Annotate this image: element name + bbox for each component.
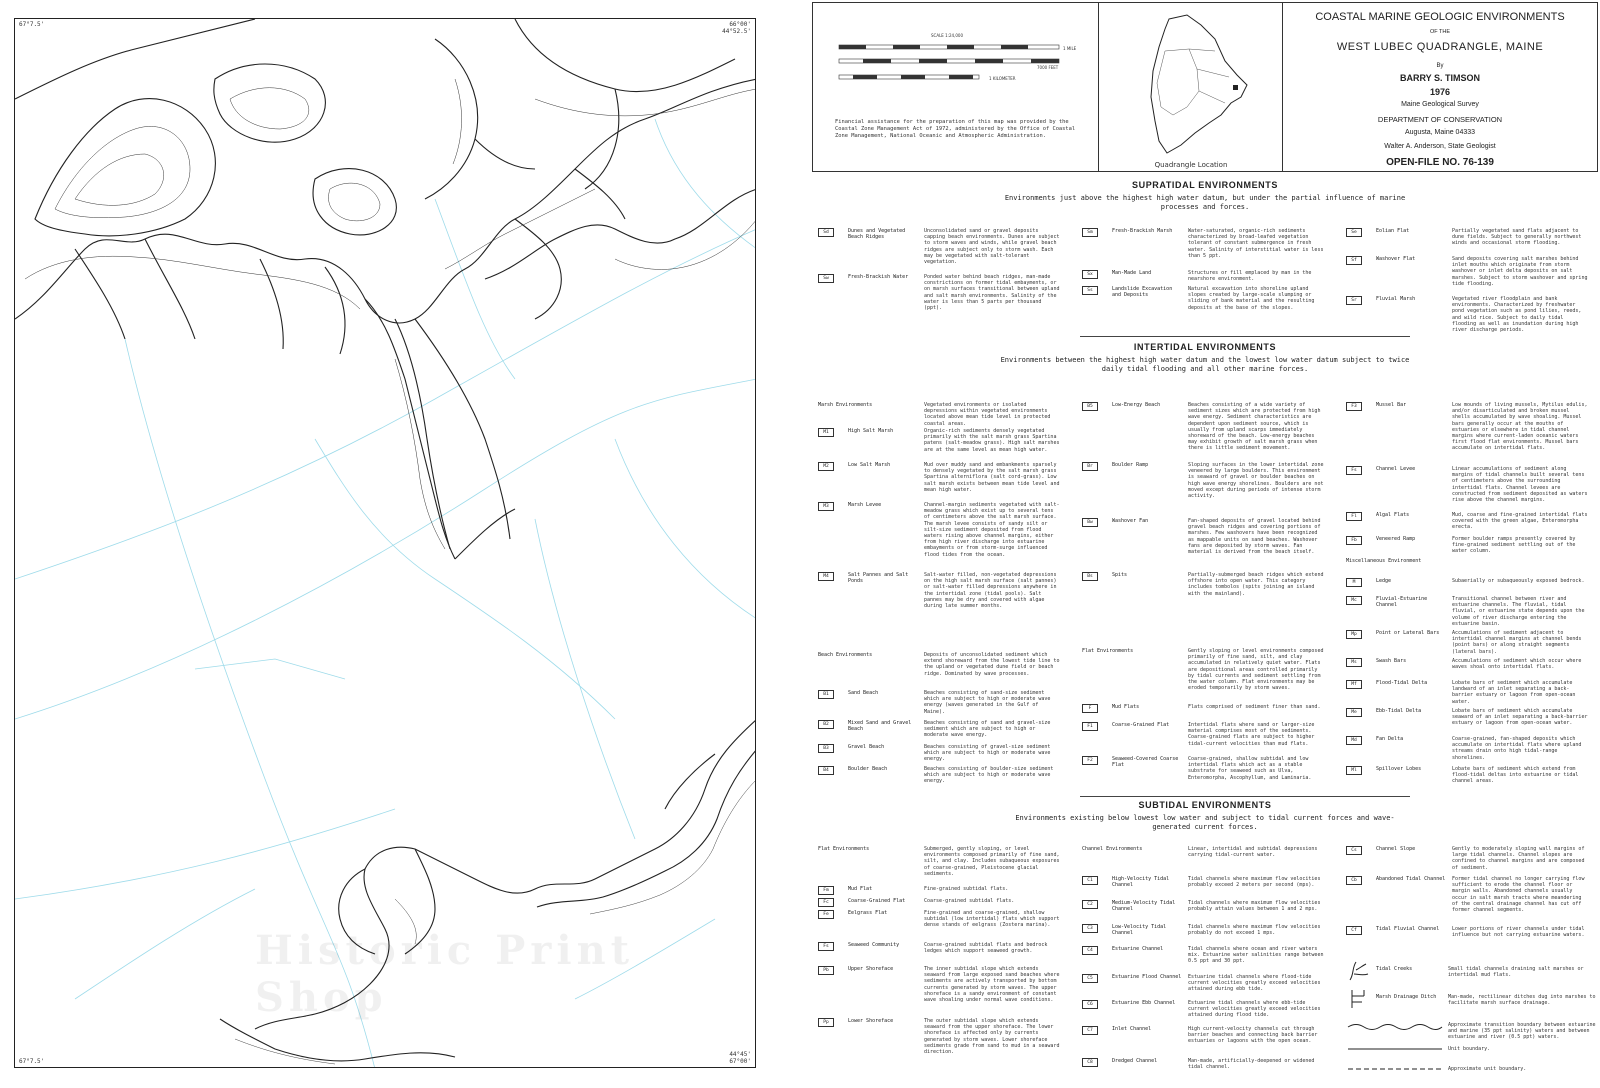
legend-code: C8 <box>1082 1058 1098 1067</box>
legend-code: Sm <box>1082 228 1098 237</box>
subtidal-description: Environments existing below lowest low water and subject to tidal current forces and wave-generated current forces. <box>1015 814 1395 831</box>
legend-desc: Flats comprised of sediment finer than sand. <box>1188 704 1321 710</box>
location-caption: Quadrangle Location <box>1154 161 1228 169</box>
legend-name: Ebb-Tidal Delta <box>1376 708 1422 714</box>
legend-code: Pp <box>818 1018 834 1027</box>
legend-desc: Former tidal channel no longer carrying flow sufficient to erode the channel floor or margin walls. Abandoned channels usually occur in salt marsh tracts where meandering of the central drainage channel has cut off former channel segments. <box>1452 876 1585 914</box>
legend-name: Fluvial-Estuarine Channel <box>1376 596 1428 609</box>
corner-coord-ne-lat: 44°52.5' <box>722 28 751 35</box>
legend-name: Marsh Levee <box>848 502 882 508</box>
legend-name: High Salt Marsh <box>848 428 894 434</box>
legend-desc: Lobate bars of sediment which accumulate seaward of an inlet separating a back-barrier estuary or lagoon from open-ocean water. <box>1452 708 1588 727</box>
legend-desc: Sloping surfaces in the lower intertidal zone veneered by large boulders. This environment is seaward of gravel or boulder beaches on high wave energy shorelines. Boulders are not moved except during periods of intense storm activity. <box>1188 462 1324 500</box>
subtidal-heading: SUBTIDAL ENVIRONMENTS <box>1138 800 1272 810</box>
legend-name: Seaweed Community <box>848 942 900 948</box>
legend-code: Sf <box>1346 256 1362 265</box>
legend-name: Fresh-Brackish Water <box>848 274 909 280</box>
legend-code: Ml <box>1346 766 1362 775</box>
legend-name: Spillover Lobes <box>1376 766 1422 772</box>
contour-detail <box>25 79 756 549</box>
legend-name: Boulder Beach <box>848 766 888 772</box>
group-name: Beach Environments <box>818 652 873 658</box>
department-name: DEPARTMENT OF CONSERVATION <box>1377 115 1503 124</box>
legend-desc: Coarse-grained, shallow subtidal and low intertidal flats which act as a stable substrate for seaweed such as Ulva, Enteromorpha, Ascophyllum, and Laminaria. <box>1188 756 1312 781</box>
group-desc: Gently sloping or level environments composed primarily of fine sand, silt, and clay accumulated in relatively quiet water. Flats are depositional areas controlled primarily by tidal currents and sediment settling from the water column. Flat environments may be eroded temporarily by storm waves. <box>1188 648 1324 692</box>
legend-name: Seaweed-Covered Coarse Flat <box>1112 756 1179 769</box>
title-box <box>1283 3 1597 171</box>
symbol-desc: Unit boundary. <box>1448 1046 1491 1052</box>
scale-feet-label: 7000 FEET <box>1037 65 1059 70</box>
symbol-desc: Approximate transition boundary between estuarine and marine (35 ppt salinity) waters and between estuarine and river (0.5 ppt) waters. <box>1448 1022 1596 1041</box>
legend-code: C2 <box>1082 900 1098 909</box>
legend-desc: Water-saturated, organic-rich sediments characterized by broad-leafed vegetation tolerant of constant submergence in fresh water. Salinity of interstitial water is less than 5 ppt. <box>1188 228 1324 259</box>
funding-note: Financial assistance for the preparation of this map was provided by the Coastal Zone Management Act of 1972, administered by the Office of Coastal Zone Management, National Oceanic and Atmospheric Administration. <box>835 119 1076 139</box>
legend-desc: Lobate bars of sediment which accumulate landward of an inlet separating a back-barrier estuary or lagoon from open-ocean water. <box>1452 680 1576 705</box>
legend-code: B2 <box>818 720 834 729</box>
group-desc: Submerged, gently sloping, or level environments composed primarily of fine sand, silt, and clay. Includes subaqueous exposures of coarse-grained, Pleistocene glacial sediments. <box>924 846 1060 877</box>
legend-name: Coarse-Grained Flat <box>1112 722 1170 728</box>
legend-name: Estuarine Flood Channel <box>1112 974 1182 980</box>
legend-code: B5 <box>1082 402 1098 411</box>
legend-name: Coarse-Grained Flat <box>848 898 906 904</box>
legend-code: Fb <box>1346 536 1362 545</box>
legend-desc: Accumulations of sediment which occur where waves shoal onto intertidal flats. <box>1452 658 1582 671</box>
legend-code: M <box>1346 578 1362 587</box>
legend-desc: Sand deposits covering salt marshes behind inlet mouths which originate from storm washover or inlet delta deposits on salt marshes. Subject to storm washover and spring tide flooding. <box>1452 256 1588 287</box>
corner-coord-ne <box>722 21 751 35</box>
legend-desc: Man-made, artificially-deepened or widened tidal channel. <box>1188 1058 1315 1071</box>
legend-code: M1 <box>818 428 834 437</box>
legend-code: B4 <box>818 766 834 775</box>
solid-line-symbol-icon <box>1346 1046 1444 1052</box>
legend-code: F2 <box>1082 756 1098 765</box>
legend-code: M4 <box>818 572 834 581</box>
legend-desc: The outer subtidal slope which extends seaward from the upper shoreface. The lower shoreface is affected only by currents generated by storm waves. Lower shoreface sediments grade from sand to mud in a seaward direction. <box>924 1018 1060 1056</box>
coastline-north <box>15 19 756 559</box>
legend-name: Low-Velocity Tidal Channel <box>1112 924 1167 937</box>
legend-name: Eolian Flat <box>1376 228 1410 234</box>
legend-code: M2 <box>818 462 834 471</box>
section-divider <box>1080 796 1410 797</box>
supratidal-description: Environments just above the highest high water datum, but under the partial influence of marine processes and forces. <box>1004 194 1406 211</box>
legend-name: Swash Bars <box>1376 658 1407 664</box>
author-by: By <box>1436 63 1444 69</box>
legend-code: C4 <box>1082 946 1098 955</box>
legend-desc: Channel-margin sediments vegetated with salt-meadow grass which exist up to several tens of centimeters above the salt marsh surface. The marsh levee consists of sandy silt or silt-size sediment deposited from flood waters rising above channel margins, either from high river discharge into estuarine embayments or from storm-surge influenced flood tides from the ocean. <box>924 502 1060 558</box>
legend-code: C3 <box>1082 924 1098 933</box>
legend-name: Upper Shoreface <box>848 966 894 972</box>
legend-code: Sr <box>1346 296 1362 305</box>
legend-desc: Structures or fill emplaced by man in the nearshore environment. <box>1188 270 1312 283</box>
legend-code: Mp <box>1346 630 1362 639</box>
legend-name: Channel Levee <box>1376 466 1416 472</box>
scale-bars <box>823 39 1089 89</box>
legend-code: Me <box>1346 708 1362 717</box>
legend-name: Fluvial Marsh <box>1376 296 1416 302</box>
legend-name: Man-Made Land <box>1112 270 1152 276</box>
symbol-desc: Small tidal channels draining salt marshes or intertidal mud flats. <box>1448 966 1584 979</box>
legend-code: C1 <box>1082 876 1098 885</box>
legend-name: Eelgrass Flat <box>848 910 888 916</box>
legend-code: Se <box>1346 228 1362 237</box>
legend-desc: Low mounds of living mussels, Mytilus edulis, and/or disarticulated and broken mussel shells accumulated by wave shoaling. Mussel bars generally occur at the mouths of estuaries or elsewhere in tidal channel margins where current-laden oceanic waters first flood flat environments. Mussel bars accumulate on intertidal flats. <box>1452 402 1588 452</box>
legend-code: Cf <box>1346 926 1362 935</box>
legend-name: Algal Flats <box>1376 512 1410 518</box>
map-title-of-the: OF THE <box>1429 29 1451 35</box>
intertidal-heading: INTERTIDAL ENVIRONMENTS <box>1133 342 1277 352</box>
legend-desc: Natural excavation into shoreline upland slopes created by large-scale slumping or sliding of bank material and the resulting deposits at the base of the slopes. <box>1188 286 1315 311</box>
legend-name: Flood-Tidal Delta <box>1376 680 1428 686</box>
group-name: Miscellaneous Environment <box>1346 558 1422 564</box>
legend-desc: Coarse-grained, fan-shaped deposits which accumulate on intertidal flats where upland streams drain onto high tidal-range shorelines. <box>1452 736 1582 761</box>
legend-desc: Beaches consisting of sand-size sediment which are subject to high or moderate wave energy (waves generated in the Gulf of Maine). <box>924 690 1051 715</box>
legend-desc: Linear accumulations of sediment along margins of tidal channels built several tens of centimeters above the surrounding intertidal flats. Channel levees are constructed from sediment deposited as waters rise above the channel margins. <box>1452 466 1588 504</box>
corner-coord-nw: 67°7.5' <box>19 21 45 28</box>
road-network <box>15 119 756 1068</box>
legend-code: Sw <box>818 274 834 283</box>
legend-desc: Ponded water behind beach ridges, man-made constrictions on former tidal embayments, or on marsh surfaces transitional between upland and salt marsh environments. Salinity of the water is less than 5 parts per thousand (ppt). <box>924 274 1060 312</box>
legend-name: Mud Flats <box>1112 704 1140 710</box>
legend-name: Veneered Ramp <box>1376 536 1416 542</box>
legend-name: Washover Flat <box>1376 256 1416 262</box>
dashed-line-symbol-icon <box>1346 1066 1444 1072</box>
map-drawing[interactable] <box>15 19 756 1068</box>
legend-desc: Lower portions of river channels under tidal influence but not carrying estuarine waters. <box>1452 926 1585 939</box>
legend-name: Estuarine Channel <box>1112 946 1164 952</box>
legend-desc: Fine-grained subtidal flats. <box>924 886 1009 892</box>
legend-code: F3 <box>1346 402 1362 411</box>
symbol-desc: Approximate unit boundary. <box>1448 1066 1527 1072</box>
legend-desc: Gently to moderately sloping wall margins of large tidal channels. Channel slopes are confined to channel margins and are composed of sediment. <box>1452 846 1585 871</box>
symbol-desc: Man-made, rectilinear ditches dug into marshes to facilitate marsh surface drainage. <box>1448 994 1596 1007</box>
legend-name: Medium-Velocity Tidal Channel <box>1112 900 1176 913</box>
legend-code: C7 <box>1082 1026 1098 1035</box>
legend-name: Mixed Sand and Gravel Beach <box>848 720 912 733</box>
legend-desc: Mud, coarse and fine-grained intertidal flats covered with the green algae, Enteromorpha erecta. <box>1452 512 1588 531</box>
legend-name: Dredged Channel <box>1112 1058 1158 1064</box>
legend-desc: Vegetated river floodplain and bank environments. Characterized by freshwater pond vegetation such as pond lilies, reeds, and wild rice. Subject to daily tidal flooding as well as inundation during high river discharge periods. <box>1452 296 1582 334</box>
legend-desc: Fan-shaped deposits of gravel located behind gravel beach ridges and covering portions of marshes. Few washovers have been recognized as mappable units on sand beaches. Washover fans are deposited by storm waves. Fan material is derived from the beach itself. <box>1188 518 1321 556</box>
legend-code: Mf <box>1346 680 1362 689</box>
group-name: Marsh Environments <box>818 402 873 408</box>
legend-code: Mc <box>1346 596 1362 605</box>
corner-coord-se <box>729 1051 751 1065</box>
legend-name: Landslide Excavation and Deposits <box>1112 286 1173 299</box>
legend-code: Cb <box>1346 876 1362 885</box>
legend-desc: Intertidal flats where sand or larger-size material comprises most of the sediments. Coarse-grained flats are subject to higher tidal-current velocities than mud flats. <box>1188 722 1315 747</box>
section-divider <box>1080 336 1410 337</box>
legend-desc: Coarse-grained subtidal flats. <box>924 898 1015 904</box>
legend-code: Fs <box>818 942 834 951</box>
group-desc: Deposits of unconsolidated sediment which extend shoreward from the lowest tide line to the upland or vegetated dune field or beach ridge. Dominated by wave processes. <box>924 652 1060 677</box>
legend-code: C5 <box>1082 974 1098 983</box>
legend-name: Ledge <box>1376 578 1392 584</box>
map-title-line2: WEST LUBEC QUADRANGLE, MAINE <box>1336 41 1544 53</box>
legend-code: Pb <box>818 966 834 975</box>
scale-box <box>813 3 1099 171</box>
maine-outline-map <box>1129 11 1259 156</box>
legend-desc: Unconsolidated sand or gravel deposits capping beach environments. Dunes are subject to storm waves and winds, while gravel beach ridges are subject only to storm wash. Each may be vegetated with salt-tolerant vegetation. <box>924 228 1060 266</box>
group-desc: Vegetated environments or isolated depressions within vegetated environments located above mean tide level in protected coastal areas. <box>924 402 1051 427</box>
legend-name: Mussel Bar <box>1376 402 1407 408</box>
corner-coord-sw: 67°7.5' <box>19 1058 45 1065</box>
supratidal-heading: SUPRATIDAL ENVIRONMENTS <box>1132 180 1278 190</box>
legend-code: B3 <box>818 744 834 753</box>
legend-desc: Coarse-grained subtidal flats and bedrock ledges which support seaweed growth. <box>924 942 1048 955</box>
legend-code: F1 <box>1082 722 1098 731</box>
corner-coord-se-long: 67°00' <box>729 1058 751 1065</box>
legend-code: Fe <box>818 910 834 919</box>
legend-code: Fs <box>1346 466 1362 475</box>
group-name: Channel Environments <box>1082 846 1143 852</box>
legend-name: Channel Slope <box>1376 846 1416 852</box>
legend-name: Point or Lateral Bars <box>1376 630 1440 636</box>
legend-name: Boulder Ramp <box>1112 462 1149 468</box>
legend-name: Dunes and Vegetated Beach Ridges <box>848 228 906 241</box>
legend-desc: Subaerially or subaqueously exposed bedrock. <box>1452 578 1585 584</box>
corner-coord-se-lat: 44°45' <box>729 1051 751 1058</box>
scale-mile-label: 1 MILE <box>1063 46 1077 51</box>
map-title-line1: COASTAL MARINE GEOLOGIC ENVIRONMENTS <box>1315 11 1565 23</box>
legend-name: Abandoned Tidal Channel <box>1376 876 1446 882</box>
legend-name: Low Salt Marsh <box>848 462 891 468</box>
survey-name: Maine Geological Survey <box>1401 101 1479 108</box>
legend-code: Bw <box>1082 518 1098 527</box>
state-geologist: Walter A. Anderson, State Geologist <box>1384 143 1496 150</box>
legend-desc: Partially-submerged beach ridges which extend offshore into open water. This category includes tombolos (spits joining an island with the mainland). <box>1188 572 1324 597</box>
legend-desc: Tidal channels where maximum flow velocities probably attain values between 1 and 2 mps. <box>1188 900 1321 913</box>
author-name: BARRY S. TIMSON <box>1399 73 1480 83</box>
legend-name: Estuarine Ebb Channel <box>1112 1000 1176 1006</box>
group-name: Flat Environments <box>818 846 870 852</box>
legend-name: High-Velocity Tidal Channel <box>1112 876 1170 889</box>
legend-code: C6 <box>1082 1000 1098 1009</box>
legend-name: Low-Energy Beach <box>1112 402 1161 408</box>
symbol-name: Marsh Drainage Ditch <box>1376 994 1437 1000</box>
legend-code: Cs <box>1346 846 1362 855</box>
legend-desc: Mud over muddy sand and embankments sparsely to densely vegetated by the salt marsh grass Spartina alterniflora (salt cord-grass). Low salt marsh exists between mean tide level and mean high water. <box>924 462 1060 493</box>
scale-ratio: SCALE 1:24,000 <box>931 33 963 38</box>
intertidal-description: Environments between the highest high water datum and the lowest low water datum subject to twice daily tidal flooding and all other marine forces. <box>1000 356 1410 373</box>
legend-desc: Salt-water filled, non-vegetated depressions on the high salt marsh surface (salt pannes) or salt-water filled depressions anywhere in the intertidal zone (tidal pools). Salt pannes may be dry and covered with algae during late summer months. <box>924 572 1057 610</box>
group-name: Flat Environments <box>1082 648 1134 654</box>
legend-name: Inlet Channel <box>1112 1026 1152 1032</box>
header-block <box>812 2 1598 172</box>
legend-desc: Lobate bars of sediment which extend from flood-tidal deltas into estuarine or tidal channel areas. <box>1452 766 1579 785</box>
legend-desc: Partially vegetated sand flats adjacent to dune fields. Subject to generally northwest winds and occasional storm flooding. <box>1452 228 1582 247</box>
wavy-line-symbol-icon <box>1346 1022 1444 1032</box>
legend-name: Spits <box>1112 572 1128 578</box>
legend-code: Sd <box>818 228 834 237</box>
legend-code: Sx <box>1082 270 1098 279</box>
legend-desc: High current-velocity channels cut through barrier beaches and connecting back barrier estuaries or lagoons with the open ocean. <box>1188 1026 1318 1045</box>
legend-desc: The inner subtidal slope which extends seaward from large exposed sand beaches where sediments are actively transported by bottom currents generated by storm waves. The upper shoreface is a sandy environment of constant wave shoaling under normal wave conditions. <box>924 966 1060 1004</box>
quadrangle-marker <box>1233 85 1238 90</box>
south-water-contours <box>235 779 756 1064</box>
legend-desc: Beaches consisting of gravel-size sediment which are subject to high or moderate wave energy. <box>924 744 1051 763</box>
legend-name: Lower Shoreface <box>848 1018 894 1024</box>
city-address: Augusta, Maine 04333 <box>1404 129 1476 136</box>
legend-code: Md <box>1346 736 1362 745</box>
legend-name: Fan Delta <box>1376 736 1404 742</box>
publication-year: 1976 <box>1429 87 1451 97</box>
legend-code: M3 <box>818 502 834 511</box>
legend-desc: Tidal channels where ocean and river waters mix. Estuarine water salinities range between 0.5 ppt and 30 ppt. <box>1188 946 1324 965</box>
legend-desc: Fine-grained and coarse-grained, shallow subtidal (low intertidal) flats which support dense stands of eelgrass (Zostera marina). <box>924 910 1060 929</box>
legend-desc: Beaches consisting of sand and gravel-size sediment which are subject to high or moderate wave energy. <box>924 720 1051 739</box>
legend-desc: Beaches consisting of a wide variety of sediment sizes which are protected from high wave energy. Sediment characteristics are dependent upon sediment source, which is usually from upland scarps immediately shoreward of the beach. Low-energy beaches may exhibit growth of salt marsh grass when there is little sediment movement. <box>1188 402 1321 452</box>
scale-km-label: 1 KILOMETER <box>989 76 1016 81</box>
location-box <box>1099 3 1283 171</box>
legend-code: Fc <box>818 898 834 907</box>
watermark: Historic Print Shop <box>255 927 635 1021</box>
open-file-number: OPEN-FILE NO. 76-139 <box>1386 157 1494 168</box>
legend-code: F <box>1082 704 1098 713</box>
legend-code: Ms <box>1346 658 1362 667</box>
legend-code: Fm <box>818 886 834 895</box>
drainage-ditch-symbol-icon <box>1346 988 1372 1010</box>
legend-desc: Estuarine tidal channels where flood-tide current velocities greatly exceed velocities attained during ebb tide. <box>1188 974 1321 993</box>
legend-desc: Beaches consisting of boulder-size sediment which are subject to high or moderate wave energy. <box>924 766 1054 785</box>
legend-code: Fl <box>1346 512 1362 521</box>
group-desc: Linear, intertidal and subtidal depressions carrying tidal-current water. <box>1188 846 1318 859</box>
legend-name: Tidal Fluvial Channel <box>1376 926 1440 932</box>
legend-desc: Estuarine tidal channels where ebb-tide current velocities greatly exceed velocities attained during flood tide. <box>1188 1000 1321 1019</box>
legend-desc: Tidal channels where maximum flow velocities probably do not exceed 1 mps. <box>1188 924 1321 937</box>
symbol-name: Tidal Creeks <box>1376 966 1413 972</box>
legend-code: Bs <box>1082 572 1098 581</box>
legend-name: Washover Fan <box>1112 518 1149 524</box>
legend-desc: Tidal channels where maximum flow velocities probably exceed 2 meters per second (mps). <box>1188 876 1321 889</box>
legend-desc: Former boulder ramps presently covered by fine-grained sediment settling out of the water column. <box>1452 536 1576 555</box>
legend-name: Sand Beach <box>848 690 879 696</box>
legend-name: Gravel Beach <box>848 744 885 750</box>
legend-desc: Transitional channel between river and estuarine channels. The fluvial, tidal fluvial, or estuarine state depends upon the volume of river discharge entering the estuarine basin. <box>1452 596 1585 627</box>
corner-coord-ne-long: 66°00' <box>729 21 751 28</box>
legend-code: Br <box>1082 462 1098 471</box>
legend-desc: Organic-rich sediments densely vegetated primarily with the salt marsh grass Spartina patens (salt-meadow grass). High salt marshes are at the same level as mean high water. <box>924 428 1060 453</box>
map-panel[interactable] <box>14 18 756 1068</box>
legend-code: B1 <box>818 690 834 699</box>
legend-code: Ss <box>1082 286 1098 295</box>
legend-name: Mud Flat <box>848 886 873 892</box>
tidal-creek-symbol-icon <box>1346 960 1372 982</box>
legend-name: Fresh-Brackish Marsh <box>1112 228 1173 234</box>
legend-desc: Accumulations of sediment adjacent to intertidal channel margins at channel bends (point bars) or along straight segments (lateral bars). <box>1452 630 1582 655</box>
legend-name: Salt Pannes and Salt Ponds <box>848 572 909 585</box>
